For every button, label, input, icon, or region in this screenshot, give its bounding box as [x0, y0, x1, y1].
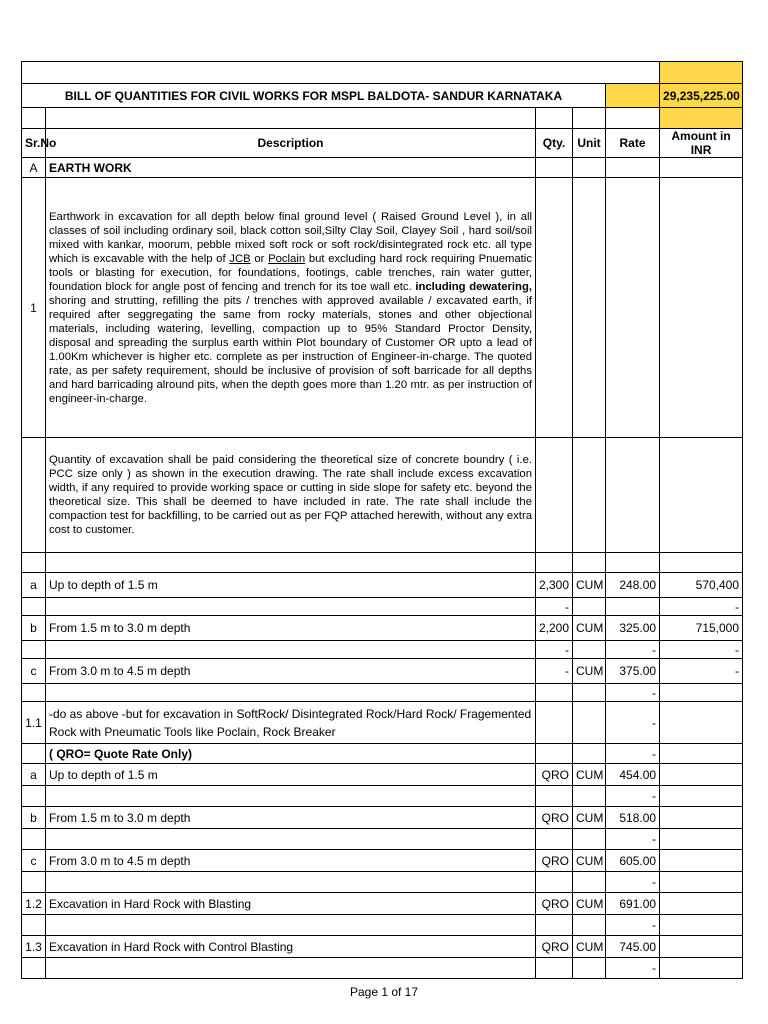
header-row	[22, 129, 743, 158]
row-sr: a	[22, 573, 46, 598]
poclain-text: Poclain	[268, 252, 306, 265]
row-sr: c	[22, 659, 46, 684]
table-row: 1.3 Excavation in Hard Rock with Control Blasting QRO CUM 745.00	[22, 936, 743, 958]
boq-table	[21, 61, 743, 979]
yellow-cell	[606, 84, 660, 108]
yellow-cell	[660, 108, 743, 129]
page-footer: Page 1 of 17	[349, 985, 419, 999]
table-subrow: - -	[22, 598, 743, 616]
item-1-row	[22, 178, 743, 438]
section-label: EARTH WORK	[46, 158, 536, 178]
document-title: BILL OF QUANTITIES FOR CIVIL WORKS FOR MSPL BALDOTA- SANDUR KARNATAKA	[22, 84, 606, 108]
row-description: Up to depth of 1.5 m	[46, 573, 536, 598]
table-row: a Up to depth of 1.5 m QRO CUM 454.00	[22, 764, 743, 786]
spacer-row	[22, 553, 743, 573]
table-row: b From 1.5 m to 3.0 m depth QRO CUM 518.00	[22, 807, 743, 829]
header-rate: Rate	[606, 129, 660, 158]
header-amount: Amount in INR	[660, 129, 743, 158]
row-amount: 570,400	[660, 573, 743, 598]
spacer-row	[22, 108, 743, 129]
header-description: Description	[46, 129, 536, 158]
table-subrow: -	[22, 872, 743, 893]
row-description: From 1.5 m to 3.0 m depth	[46, 616, 536, 641]
row-amount: -	[660, 659, 743, 684]
qro-note: ( QRO= Quote Rate Only)	[46, 744, 536, 764]
row-unit: CUM	[573, 616, 606, 641]
yellow-cell	[660, 62, 743, 84]
item-1-sr: 1	[22, 178, 46, 438]
section-row	[22, 158, 743, 178]
row-rate: 325.00	[606, 616, 660, 641]
row-sr: b	[22, 616, 46, 641]
header-unit: Unit	[573, 129, 606, 158]
table-subrow: -	[22, 684, 743, 702]
jcb-text: JCB	[229, 252, 251, 265]
item-1-1-sr: 1.1	[22, 702, 46, 744]
header-srno: Sr.No	[22, 129, 46, 158]
table-subrow: -	[22, 958, 743, 979]
row-unit: CUM	[573, 659, 606, 684]
row-qty: 2,200	[536, 616, 573, 641]
item-1-1-description: -do as above -but for excavation in SoftRock/ Disintegrated Rock/Hard Rock/ Fragemented Rock with Pneumatic Tools like Poclain, Rock Breaker	[46, 702, 536, 744]
item-1-description: Earthwork in excavation for all depth below final ground level ( Raised Ground Level ), in all classes of soil including ordinary soil, black cotton soil,Silty Clay Soil, Clayey Soil , hard soil/soil mixed with kankar, moorum, pebble mixed soft rock or soft rock/disintegrated rock etc. all type which is excavable with the help of JCB or Poclain but excluding hard rock requiring Pnuematic tools or blasting for execution, for foundations, footings, cable trenches, rain water gutter, foundation block for angle post of fencing and trench for its toe wall etc. including dewatering, shoring and strutting, refilling the pits / trenches with approved available / excavated earth, if required after seggregating the same from rocky materials, stones and other objectional materials, including watering, levelling, compaction up to 95% Standard Proctor Density, disposal and spreading the surplus earth within Plot boundary of Customer OR upto a lead of 1.00Km whichever is higher etc. complete as per instruction of Engineer-in-charge. The quoted rate, as per safety requirement, should be inclusive of provision of soft barricade for all depths and hard barricading alround pits, when the depth goes more than 1.20 mtr. as per instruction of engineer-in-charge.	[46, 178, 536, 438]
section-sr: A	[22, 158, 46, 178]
row-rate: 248.00	[606, 573, 660, 598]
row-qty: 2,300	[536, 573, 573, 598]
table-subrow: -	[22, 786, 743, 807]
row-description: From 3.0 m to 4.5 m depth	[46, 659, 536, 684]
blank-row	[22, 62, 743, 84]
table-row	[22, 659, 743, 684]
row-qty: -	[536, 659, 573, 684]
table-subrow: -	[22, 829, 743, 850]
row-unit: CUM	[573, 573, 606, 598]
item-1-note-row	[22, 438, 743, 553]
table-row	[22, 616, 743, 641]
header-qty: Qty.	[536, 129, 573, 158]
title-row	[22, 84, 743, 108]
row-amount: 715,000	[660, 616, 743, 641]
table-row: c From 3.0 m to 4.5 m depth QRO CUM 605.00	[22, 850, 743, 872]
row-rate: 375.00	[606, 659, 660, 684]
table-subrow: -	[22, 915, 743, 936]
table-row: 1.2 Excavation in Hard Rock with Blasting QRO CUM 691.00	[22, 893, 743, 915]
item-1-note: Quantity of excavation shall be paid considering the theoretical size of concrete boundry ( i.e. PCC size only ) as shown in the execution drawing. The rate shall include excess excavation width, if any required to provide working space or cutting in side slope for safety etc. beyond the theoretical size. This shall be deemed to have included in rate. The rate shall include the compaction test for backfilling, to be carried out as per FQP attached herewith, without any extra cost to customer.	[46, 438, 536, 553]
dewatering-text: including dewatering,	[415, 280, 532, 293]
total-amount: 29,235,225.00	[660, 84, 743, 108]
qro-note-row: ( QRO= Quote Rate Only) -	[22, 744, 743, 764]
table-row	[22, 573, 743, 598]
table-subrow: - - -	[22, 641, 743, 659]
item-1-1-row: 1.1 -do as above -but for excavation in SoftRock/ Disintegrated Rock/Hard Rock/ Fragemented Rock with Pneumatic Tools like Poclain, Rock Breaker -	[22, 702, 743, 744]
